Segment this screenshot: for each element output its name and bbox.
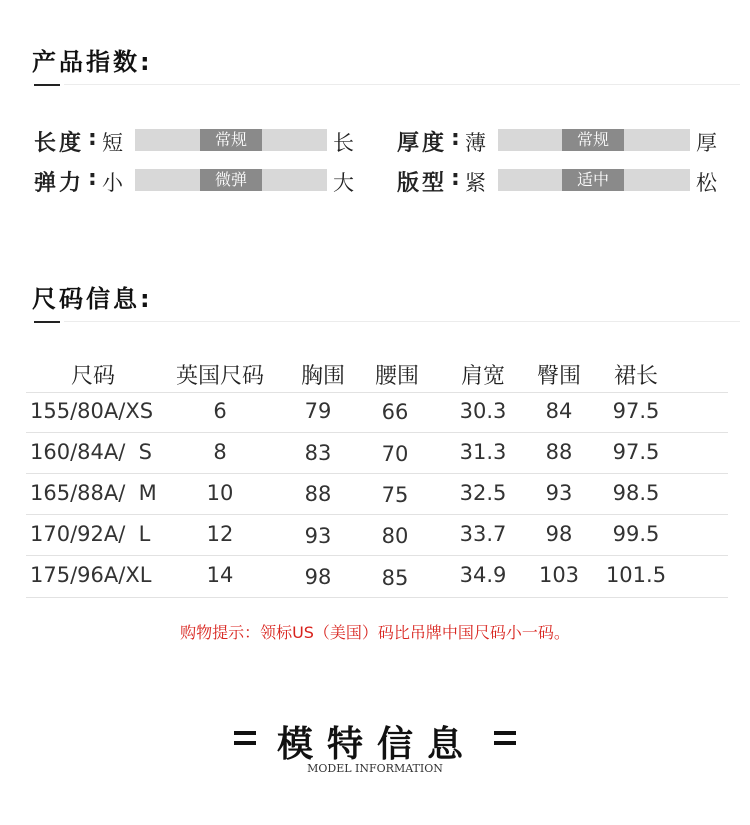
cell-waist: 70 <box>381 442 409 466</box>
cell-hip: 103 <box>538 563 580 587</box>
attribute-label: 弹力 <box>34 171 85 196</box>
column-header-shoulder: 肩宽 <box>460 364 505 389</box>
cell-waist: 85 <box>381 566 409 590</box>
size-info-divider <box>64 321 740 322</box>
cell-skirt-length: 97.5 <box>612 440 660 464</box>
attribute-low: 短 <box>102 131 123 155</box>
attribute-scale-mark: 常规 <box>562 129 624 151</box>
cell-skirt-length: 99.5 <box>612 522 660 546</box>
attribute-colon: : <box>451 126 460 151</box>
attribute-colon: : <box>451 166 460 191</box>
cell-uk-size: 14 <box>206 563 234 587</box>
equals-bar <box>494 741 516 745</box>
attribute-label: 长度 <box>34 131 85 156</box>
cell-shoulder: 30.3 <box>459 399 507 423</box>
cell-waist: 75 <box>381 483 409 507</box>
attribute-low: 小 <box>102 171 123 195</box>
attribute-high: 厚 <box>696 131 717 155</box>
attribute-scale-mark: 适中 <box>562 169 624 191</box>
column-header-bust: 胸围 <box>300 364 345 389</box>
product-index-dash <box>34 84 60 86</box>
column-header-size: 尺码 <box>70 364 115 389</box>
attribute-high: 松 <box>696 171 717 195</box>
cell-skirt-length: 101.5 <box>605 563 667 587</box>
cell-shoulder: 33.7 <box>459 522 507 546</box>
attribute-high: 大 <box>333 171 354 195</box>
attribute-scale-mark: 常规 <box>200 129 262 151</box>
equals-bar <box>494 731 516 735</box>
cell-size: 170/92A/ L <box>30 522 151 546</box>
column-header-hip: 臀围 <box>536 364 581 389</box>
table-divider <box>26 597 728 598</box>
cell-shoulder: 32.5 <box>459 481 507 505</box>
attribute-label: 厚度 <box>397 131 448 156</box>
column-header-waist: 腰围 <box>374 364 419 389</box>
table-divider <box>26 432 728 433</box>
cell-bust: 83 <box>304 441 332 465</box>
cell-bust: 79 <box>304 399 332 423</box>
attribute-scale-mark: 微弹 <box>200 169 262 191</box>
column-header-skirt-length: 裙长 <box>613 364 658 389</box>
cell-waist: 66 <box>381 400 409 424</box>
equals-bar <box>234 741 256 745</box>
model-info-subtitle: MODEL INFORMATION <box>307 762 443 775</box>
attribute-label: 版型 <box>397 171 448 196</box>
table-divider <box>26 555 728 556</box>
attribute-colon: : <box>88 126 97 151</box>
product-index-title: 产品指数: <box>32 48 153 76</box>
cell-hip: 98 <box>545 522 573 546</box>
cell-uk-size: 10 <box>206 481 234 505</box>
attribute-high: 长 <box>333 131 354 155</box>
attribute-low: 紧 <box>465 171 486 195</box>
shopping-tip: 购物提示：领标US（美国）码比吊牌中国尺码小一码。 <box>180 623 570 642</box>
column-header-uk-size: 英国尺码 <box>175 364 264 389</box>
size-info-title: 尺码信息: <box>32 285 153 313</box>
cell-shoulder: 34.9 <box>459 563 507 587</box>
table-divider <box>26 473 728 474</box>
cell-hip: 88 <box>545 440 573 464</box>
cell-size: 165/88A/ M <box>30 481 157 505</box>
cell-size: 175/96A/XL <box>30 563 152 587</box>
cell-uk-size: 12 <box>206 522 234 546</box>
model-info-title: 模特信息 <box>276 724 477 765</box>
attribute-low: 薄 <box>465 131 486 155</box>
cell-bust: 98 <box>304 565 332 589</box>
attribute-colon: : <box>88 166 97 191</box>
cell-shoulder: 31.3 <box>459 440 507 464</box>
cell-bust: 93 <box>304 524 332 548</box>
size-info-dash <box>34 321 60 323</box>
cell-skirt-length: 98.5 <box>612 481 660 505</box>
cell-size: 155/80A/XS <box>30 399 154 423</box>
equals-bar <box>234 731 256 735</box>
product-index-divider <box>64 84 740 85</box>
cell-uk-size: 8 <box>213 440 227 464</box>
cell-uk-size: 6 <box>213 399 227 423</box>
cell-bust: 88 <box>304 482 332 506</box>
cell-hip: 93 <box>545 481 573 505</box>
table-divider <box>26 392 728 393</box>
cell-size: 160/84A/ S <box>30 440 153 464</box>
table-divider <box>26 514 728 515</box>
cell-skirt-length: 97.5 <box>612 399 660 423</box>
cell-waist: 80 <box>381 524 409 548</box>
cell-hip: 84 <box>545 399 573 423</box>
